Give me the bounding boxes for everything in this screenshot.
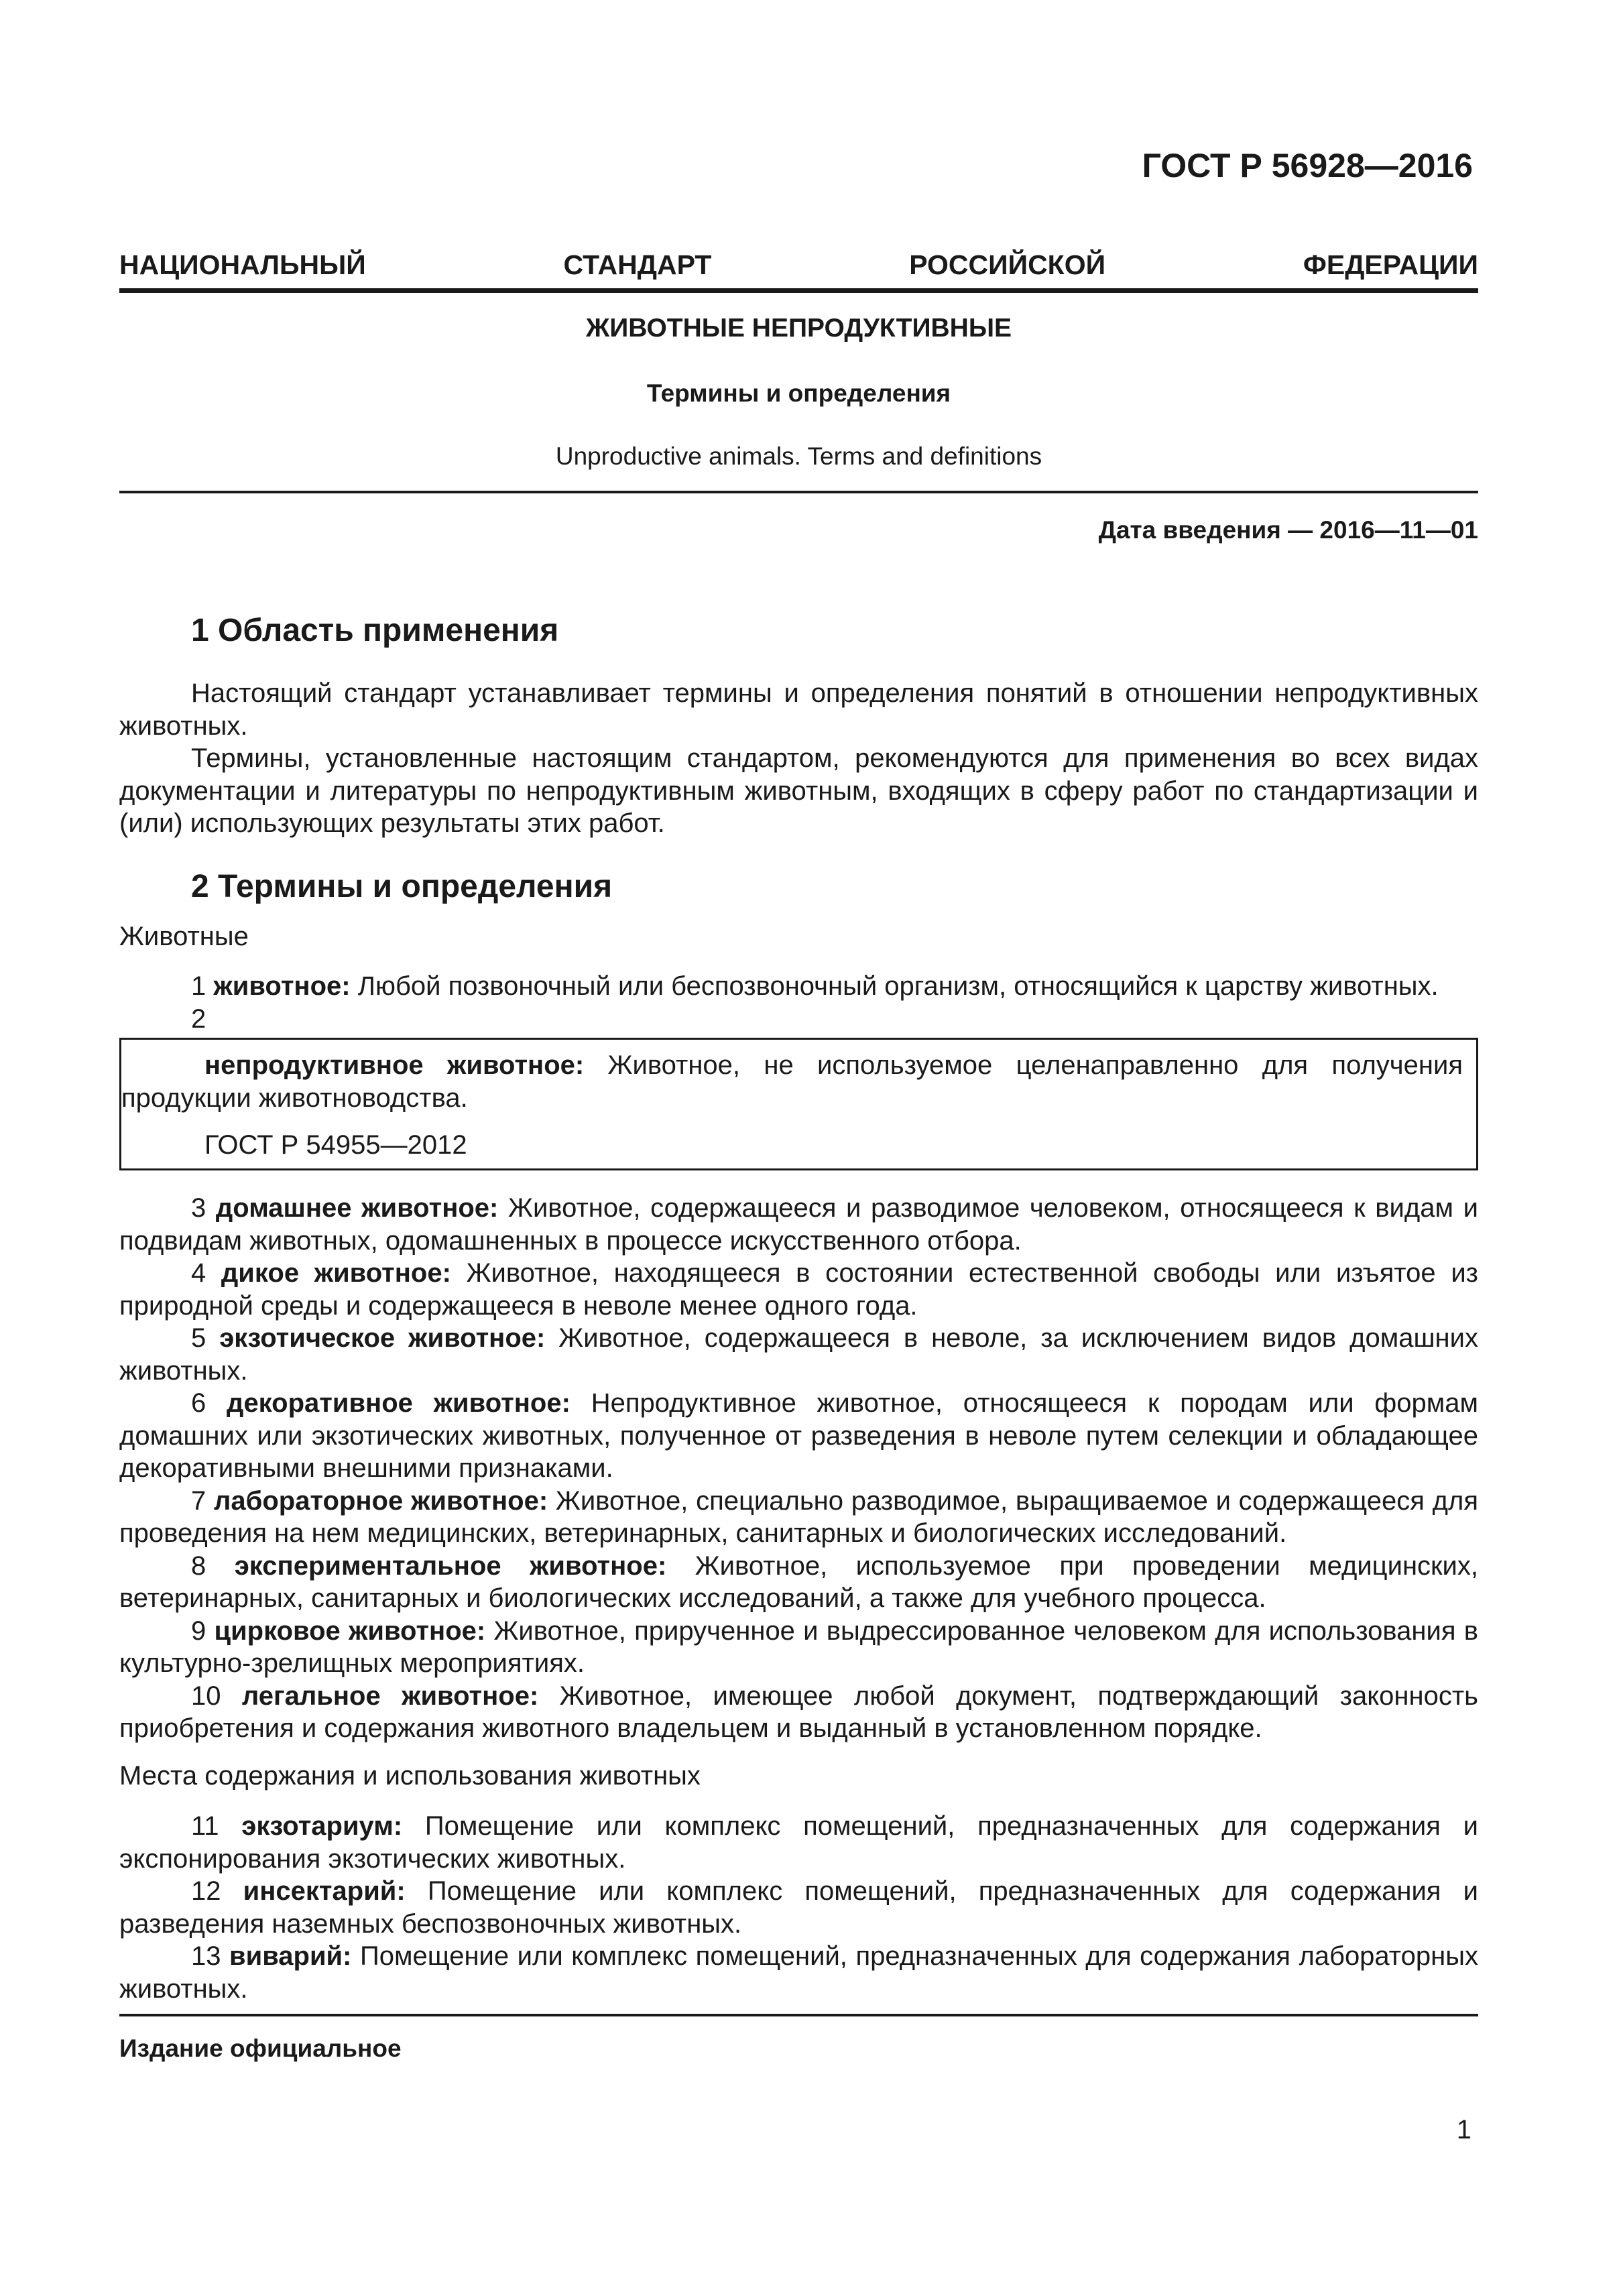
group-places-label — [119, 1760, 1478, 1793]
term-number: 8 — [191, 1551, 206, 1581]
official-edition-label: Издание официальное — [119, 2035, 402, 2062]
term-number: 5 — [191, 1323, 206, 1353]
term-name: инсектарий: — [243, 1876, 406, 1906]
term-name: экзотариум: — [241, 1811, 403, 1841]
term-entry — [119, 1257, 1478, 1322]
term-name: экзотическое животное: — [219, 1323, 546, 1353]
terms-11-13 — [119, 1810, 1478, 2005]
term-name: цирковое животное: — [214, 1616, 486, 1646]
term-definition: Животное, находящееся в состоянии естественной свободы или изъятое из природной среды и содержащееся в неволе менее одного года. — [119, 1258, 1478, 1321]
term-entry — [119, 1192, 1478, 1257]
term-definition: Животное, не используемое целенаправленно для получения продукции животноводства. — [121, 1050, 1463, 1113]
term-entry — [119, 1550, 1478, 1615]
term-name: непродуктивное животное: — [204, 1050, 585, 1080]
term-number: 4 — [191, 1258, 206, 1288]
term-number: 9 — [191, 1616, 206, 1646]
term-entry — [119, 1875, 1478, 1940]
term-definition: Животное, содержащееся в неволе, за исключением видов домашних животных. — [119, 1323, 1478, 1386]
term-number: 6 — [191, 1388, 206, 1418]
term-name: лабораторное животное: — [213, 1486, 548, 1516]
term-definition: Животное, прирученное и выдрессированное человеком для использования в культурно-зрелищных мероприятиях. — [119, 1616, 1478, 1678]
term-entry — [119, 970, 1478, 1003]
term-definition: Непродуктивное животное, относящееся к породам или формам домашних или экзотических животных, полученное от разведения в неволе путем селекции и обладающее декоративными внешними признаками. — [119, 1388, 1478, 1483]
term-definition: Помещение или комплекс помещений, предназначенных для содержания и разведения наземных беспозвоночных животных. — [119, 1876, 1478, 1939]
term-number: 2 — [191, 1004, 206, 1034]
document-code: ГОСТ Р 56928—2016 — [1142, 147, 1473, 184]
term-number: 12 — [191, 1876, 221, 1906]
national-standard-banner: НАЦИОНАЛЬНЫЙ СТАНДАРТ РОССИЙСКОЙ ФЕДЕРАЦИИ — [119, 249, 1478, 280]
term-entry — [121, 1049, 1463, 1114]
page-number: 1 — [1456, 2115, 1471, 2144]
term-name: дикое животное: — [221, 1258, 451, 1288]
term-entry — [119, 1322, 1478, 1387]
section-2-heading: 2 Термины и определения — [191, 869, 613, 904]
quoted-term-box — [119, 1038, 1478, 1170]
term-definition: Животное, имеющее любой документ, подтверждающий законность приобретения и содержания животного владельцем и выданный в установленном порядке. — [119, 1681, 1478, 1743]
term-definition: Животное, специально разводимое, выращиваемое и содержащееся для проведения на нем медицинских, ветеринарных, санитарных и биологических исследований. — [119, 1486, 1478, 1548]
term-source-reference: ГОСТ Р 54955—2012 — [204, 1130, 467, 1160]
term-number: 13 — [191, 1941, 221, 1971]
term-name: декоративное животное: — [227, 1388, 570, 1418]
group-animals-label — [119, 920, 1478, 953]
english-title: Unproductive animals. Terms and definitions — [555, 442, 1042, 470]
term-number: 7 — [191, 1486, 206, 1516]
term-definition: Животное, используемое при проведении медицинских, ветеринарных, санитарных и биологических исследований, а также для учебного процесса. — [119, 1551, 1478, 1613]
section-1-heading: 1 Область применения — [191, 613, 559, 648]
term-name: экспериментальное животное: — [234, 1551, 667, 1581]
term-entry — [119, 1485, 1478, 1550]
term-name: домашнее животное: — [215, 1193, 499, 1223]
term-definition: Помещение или комплекс помещений, предназначенных для содержания и экспонирования экзотических животных. — [119, 1811, 1478, 1874]
section-1-body — [119, 677, 1478, 840]
term-number: 11 — [191, 1811, 219, 1841]
scope-paragraph: Термины, установленные настоящим стандартом, рекомендуются для применения во всех видах документации и литературы по непродуктивным животным, входящих в сферу работ по стандартизации и (или) использующих результаты этих работ. — [119, 743, 1478, 838]
introduction-date: Дата введения — 2016—11—01 — [1098, 516, 1478, 544]
term-number: 1 — [191, 971, 206, 1001]
group-label: Животные — [119, 922, 249, 951]
term-entry — [119, 1810, 1478, 1875]
term-entry — [119, 1940, 1478, 2005]
term-name: виварий: — [229, 1941, 352, 1971]
term-name: животное: — [213, 971, 351, 1001]
term-entry — [119, 1387, 1478, 1485]
term-definition: Любой позвоночный или беспозвоночный организм, относящийся к царству животных. — [357, 971, 1439, 1001]
document-title: ЖИВОТНЫЕ НЕПРОДУКТИВНЫЕ — [585, 314, 1012, 343]
terms-3-10 — [119, 1192, 1478, 1745]
term-1 — [119, 970, 1478, 1035]
footer-rule — [119, 2014, 1478, 2016]
scope-paragraph: Настоящий стандарт устанавливает термины и определения понятий в отношении непродуктивных животных. — [119, 678, 1478, 741]
term-name: легальное животное: — [241, 1681, 539, 1711]
term-number: 3 — [191, 1193, 206, 1223]
group-label: Места содержания и использования животных — [119, 1761, 701, 1791]
title-rule — [119, 491, 1478, 493]
term-definition: Животное, содержащееся и разводимое человеком, относящееся к видам и подвидам животных, одомашненных в процессе искусственного отбора. — [119, 1193, 1478, 1256]
term-entry — [119, 1615, 1478, 1680]
term-definition: Помещение или комплекс помещений, предназначенных для содержания лабораторных животных. — [119, 1941, 1479, 2004]
header-rule — [119, 288, 1478, 293]
term-number: 10 — [191, 1681, 221, 1711]
term-entry — [119, 1680, 1478, 1745]
document-subtitle: Термины и определения — [646, 379, 951, 407]
